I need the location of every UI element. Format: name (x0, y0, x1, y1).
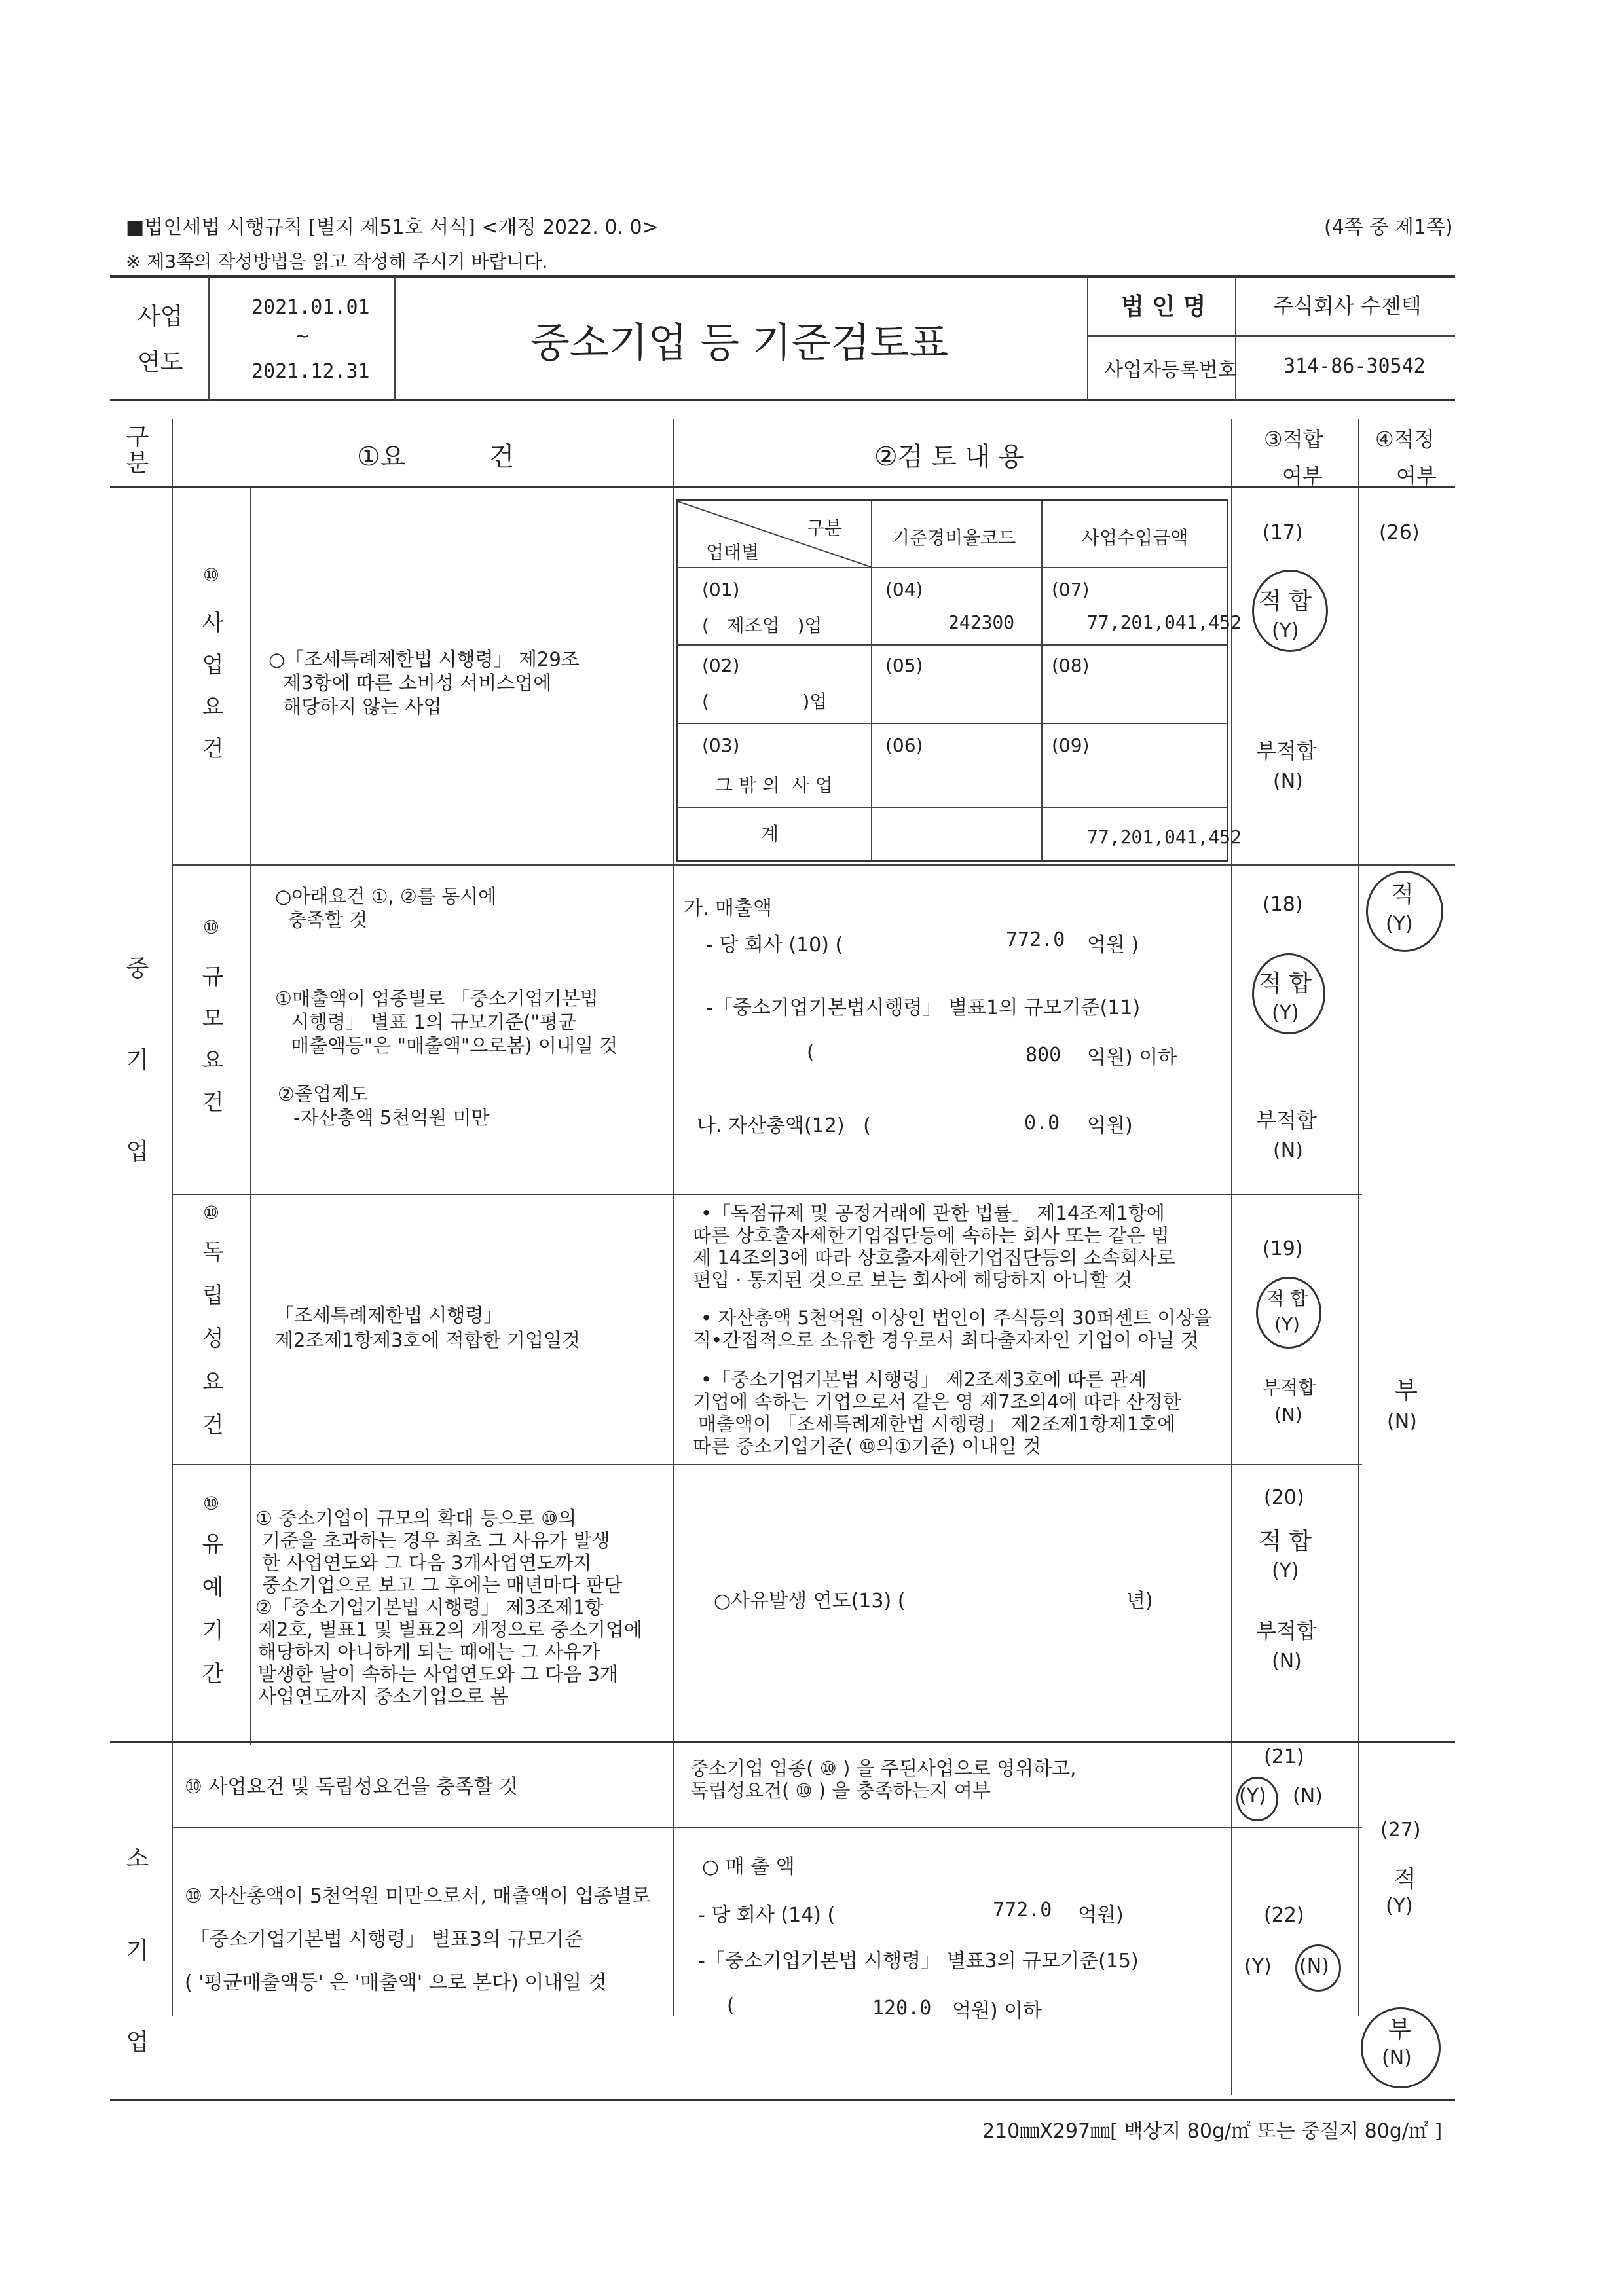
cell-code: (02) (702, 655, 740, 676)
cell-code: (04) (885, 579, 923, 600)
divider (208, 276, 210, 401)
corp-name-label: 법 인 명 (1121, 293, 1206, 320)
req-text-line: 시행령」 별표 1의 규모기준("평균 (291, 1011, 576, 1033)
req-text-line: 해당하지 않는 사업 (283, 695, 442, 718)
review-line: •「중소기업기본법 시행령」 제2조제3호에 따른 관계 (701, 1368, 1147, 1391)
inner-header-code: 기준경비율코드 (892, 527, 1016, 549)
cell-expense-code: 242300 (948, 611, 1015, 633)
right-number: (26) (1379, 521, 1420, 544)
unit: 억원) 이하 (1087, 1046, 1177, 1069)
fit-yes: 적 합 (1259, 1528, 1312, 1555)
col-header-fit: 여부 (1282, 464, 1323, 488)
right-yes: (Y) (1386, 913, 1413, 936)
divider (250, 488, 251, 1745)
fit-yes: 적 합 (1259, 588, 1312, 615)
right-no: 부 (1395, 1377, 1418, 1404)
fit-yes: 적 합 (1266, 1288, 1308, 1309)
fit-number: (20) (1264, 1486, 1304, 1509)
row-divider (172, 864, 1455, 866)
row-label-independence: 독립성요건 (202, 1239, 224, 1438)
divider (1231, 419, 1232, 2095)
unit: 억원) 이하 (952, 1999, 1043, 2022)
req-text-line: ○아래요건 ①, ②를 동시에 (275, 885, 497, 907)
fit-yes: (Y) (1272, 1559, 1299, 1582)
col-header-right: ④적정 (1375, 427, 1435, 452)
right-yes: 적 (1391, 881, 1414, 908)
review-line: 따른 상호출자제한기업집단등에 속하는 회사 또는 같은 법 (693, 1224, 1170, 1247)
asset-value: 0.0 (1024, 1112, 1060, 1135)
fit-number: (22) (1264, 1904, 1304, 1927)
row-label-grace-period: 유예기간 (202, 1531, 224, 1687)
section-label-medium: 중기업 (126, 955, 149, 1165)
header-bottom (110, 486, 1455, 488)
req-text-line: 「중소기업기본법 시행령」 별표3의 규모기준 (190, 1928, 583, 1951)
row-label-business: 사업요건 (202, 610, 224, 762)
review-line: -「중소기업기본법시행령」 별표1의 규모기준(11) (706, 996, 1141, 1019)
row-number: ⑩ (203, 564, 220, 586)
unit: 년) (1126, 1590, 1153, 1613)
divider (676, 567, 1228, 568)
review-line: 독립성요건( ⑩ ) 을 충족하는지 여부 (690, 1779, 991, 1802)
req-text-line: ⑩ 자산총액이 5천억원 미만으로서, 매출액이 업종별로 (185, 1885, 651, 1908)
date-to: 2021.12.31 (251, 360, 370, 383)
right-no: 부 (1388, 2016, 1411, 2043)
row-divider (172, 1464, 1362, 1465)
biz-no-label: 사업자등록번호 (1104, 359, 1237, 382)
cell-industry: 그 밖 의 사 업 (715, 774, 833, 796)
review-line: 매출액이 「조세특례제한법 시행령」 제2조제1항제1호에 (698, 1413, 1176, 1435)
right-no: (N) (1387, 1410, 1417, 1433)
date-from: 2021.01.01 (251, 296, 370, 319)
fit-yes: (Y) (1239, 1785, 1266, 1808)
fit-no: (N) (1299, 1955, 1329, 1978)
divider (676, 644, 1228, 646)
cell-industry: ( )업 (702, 691, 828, 712)
cell-code: (07) (1052, 579, 1090, 600)
fit-no: (N) (1273, 1139, 1303, 1162)
form-reference: ■법인세법 시행규칙 [별지 제51호 서식] <개정 2022. 0. 0> (126, 216, 659, 239)
divider (676, 723, 1228, 724)
req-text-line: ②졸업제도 (278, 1083, 369, 1105)
fit-yes: (Y) (1272, 619, 1299, 642)
review-line: • 자산총액 5천억원 이상인 법인이 주식등의 30퍼센트 이상을 (701, 1307, 1213, 1329)
review-line: - 당 회사 (10) ( (706, 934, 843, 957)
section-label-small: 소기업 (126, 1846, 149, 2056)
req-text-line: 제2조제1항제3호에 적합한 기업일것 (275, 1329, 580, 1351)
req-text-line: 사업연도까지 중소기업으로 봄 (258, 1685, 509, 1707)
inner-header-gubun: 구분 (807, 517, 843, 539)
divider (1087, 276, 1088, 401)
col-header-gubun: 구분 (126, 424, 149, 477)
right-yes: (Y) (1386, 1895, 1413, 1918)
cell-code: (03) (702, 735, 740, 756)
req-text-line: 해당하지 아니하게 되는 때에는 그 사유가 (258, 1641, 600, 1663)
right-yes: 적 (1393, 1866, 1416, 1893)
divider (172, 488, 173, 2016)
review-label: 가. 매출액 (684, 897, 772, 920)
row-number: ⑩ (203, 1493, 220, 1514)
req-text-line: ②「중소기업기본법 시행령」 제3조제1항 (255, 1596, 604, 1618)
inner-header-amount: 사업수입금액 (1082, 527, 1189, 549)
unit: 억원) (1087, 1114, 1133, 1137)
inner-header-type: 업태별 (706, 541, 760, 563)
right-number: (27) (1380, 1819, 1421, 1842)
row-number: ⑩ (203, 917, 220, 938)
req-text-line: 충족할 것 (288, 909, 368, 931)
instruction-note: ※ 제3쪽의 작성방법을 읽고 작성해 주시기 바랍니다. (126, 251, 548, 272)
cell-revenue: 77,201,041,452 (1087, 611, 1242, 633)
review-line: 중소기업 업종( ⑩ ) 을 주된사업으로 영위하고, (690, 1757, 1077, 1779)
corp-name: 주식회사 수젠텍 (1273, 293, 1422, 318)
req-text-line: -자산총액 5천억원 미만 (293, 1106, 490, 1129)
fit-no: (N) (1272, 1650, 1302, 1673)
size-standard-value: 800 (1025, 1044, 1061, 1066)
cell-industry: ( 제조업 )업 (702, 615, 822, 636)
review-line: 따른 중소기업기준( ⑩의①기준) 이내일 것 (693, 1435, 1041, 1457)
size-standard-value: 120.0 (872, 1997, 932, 2020)
fit-number: (19) (1263, 1237, 1303, 1260)
cell-code: (01) (702, 579, 740, 600)
paren: ( (807, 1041, 815, 1064)
fit-number: (21) (1264, 1745, 1304, 1768)
review-line: 제 14조의3에 따라 상호출자제한기업집단등의 소속회사로 (693, 1247, 1175, 1269)
cell-code: (09) (1052, 735, 1090, 756)
biz-no: 314-86-30542 (1283, 355, 1426, 378)
year-label: 연도 (138, 349, 183, 376)
fit-no: 부적합 (1256, 1108, 1317, 1133)
year-label: 사업 (138, 303, 183, 330)
col-header-right: 여부 (1396, 464, 1437, 488)
review-line: •「독점규제 및 공정거래에 관한 법률」 제14조제1항에 (701, 1202, 1165, 1224)
paper-spec: 210㎜X297㎜[ 백상지 80g/㎡ 또는 중질지 80g/㎡ ] (982, 2120, 1443, 2143)
review-line: ○사유발생 연도(13) ( (714, 1590, 906, 1613)
review-line: 기업에 속하는 기업으로서 같은 영 제7조의4에 따라 산정한 (693, 1391, 1181, 1413)
row-label-scale: 규모요건 (202, 964, 224, 1116)
req-text-line: 제3항에 따른 소비성 서비스업에 (283, 672, 552, 694)
divider (394, 276, 396, 401)
fit-yes: (Y) (1274, 1313, 1300, 1335)
fit-no: 부적합 (1263, 1377, 1316, 1398)
col-header-review: ②검 토 내 용 (874, 442, 1024, 472)
req-text-line: 매출액등"은 "매출액"으로봄) 이내일 것 (291, 1034, 618, 1057)
col-header-fit: ③적합 (1264, 427, 1323, 452)
fit-yes: (Y) (1244, 1955, 1272, 1978)
review-line: 나. 자산총액(12) ( (697, 1114, 871, 1137)
page-title: 중소기업 등 기준검토표 (530, 319, 949, 367)
unit: 억원 ) (1087, 934, 1139, 957)
review-line: -「중소기업기본법 시행령」 별표3의 규모기준(15) (698, 1950, 1139, 1973)
cell-code: (08) (1052, 655, 1090, 676)
req-text-line: ①매출액이 업종별로 「중소기업기본법 (275, 987, 599, 1010)
req-text-line: ( '평균매출액등' 은 '매출액' 으로 본다) 이내일 것 (185, 1971, 607, 1994)
divider (673, 419, 674, 2016)
req-text-line: 「조세특례제한법 시행령」 (275, 1304, 503, 1326)
top-border (110, 275, 1455, 278)
req-text-line: 제2호, 별표1 및 별표2의 개정으로 중소기업에 (258, 1618, 642, 1641)
review-line: 직•간접적으로 소유한 경우로서 최다출자자인 기업이 아닐 것 (693, 1329, 1199, 1351)
total-label: 계 (761, 823, 779, 845)
sales-value: 772.0 (993, 1899, 1052, 1922)
fit-no: 부적합 (1256, 1618, 1317, 1643)
fit-no: (N) (1293, 1785, 1323, 1808)
req-text-line: 한 사업연도와 그 다음 3개사업연도까지 (262, 1552, 592, 1574)
fit-yes: 적 합 (1259, 970, 1312, 997)
row-divider (172, 1827, 1362, 1828)
right-no: (N) (1382, 2047, 1412, 2069)
review-line: 편입 · 통지된 것으로 보는 회사에 해당하지 아니할 것 (693, 1269, 1133, 1291)
section-divider (110, 1741, 1455, 1743)
total-revenue: 77,201,041,452 (1087, 826, 1242, 848)
fit-no: 부적합 (1256, 738, 1317, 763)
cell-code: (05) (885, 655, 923, 676)
date-separator: ~ (295, 325, 310, 346)
row-number: ⑩ (203, 1202, 220, 1224)
req-text-line: 중소기업으로 보고 그 후에는 매년마다 판단 (262, 1574, 623, 1596)
req-text-line: ○「조세특례제한법 시행령」 제29조 (268, 648, 580, 670)
page-info: (4쪽 중 제1쪽) (1324, 216, 1453, 239)
fit-no: (N) (1274, 1404, 1302, 1425)
fit-no: (N) (1273, 770, 1303, 793)
review-line: - 당 회사 (14) ( (698, 1904, 836, 1927)
unit: 억원) (1078, 1904, 1124, 1927)
review-label: ○ 매 출 액 (702, 1855, 795, 1878)
row-divider (172, 1194, 1362, 1195)
paren: ( (727, 1994, 735, 2017)
req-text-line: ① 중소기업이 규모의 확대 등으로 ⑩의 (255, 1507, 577, 1529)
divider (1087, 335, 1455, 337)
table-bottom (110, 2099, 1455, 2101)
sales-value: 772.0 (1006, 928, 1065, 951)
req-text-line: 발생한 날이 속하는 사업연도와 그 다음 3개 (258, 1663, 618, 1685)
col-header-requirement: ①요 건 (357, 442, 515, 472)
divider (1358, 419, 1359, 2016)
fit-number: (18) (1263, 893, 1303, 916)
req-text-line: ⑩ 사업요건 및 독립성요건을 충족할 것 (185, 1776, 519, 1798)
fit-yes: (Y) (1272, 1002, 1299, 1025)
req-text-line: 기준을 초과하는 경우 최초 그 사유가 발생 (262, 1529, 610, 1552)
divider (172, 419, 173, 488)
fit-number: (17) (1263, 521, 1303, 544)
cell-code: (06) (885, 735, 923, 756)
top-box-bottom (110, 399, 1455, 401)
divider (676, 807, 1228, 808)
